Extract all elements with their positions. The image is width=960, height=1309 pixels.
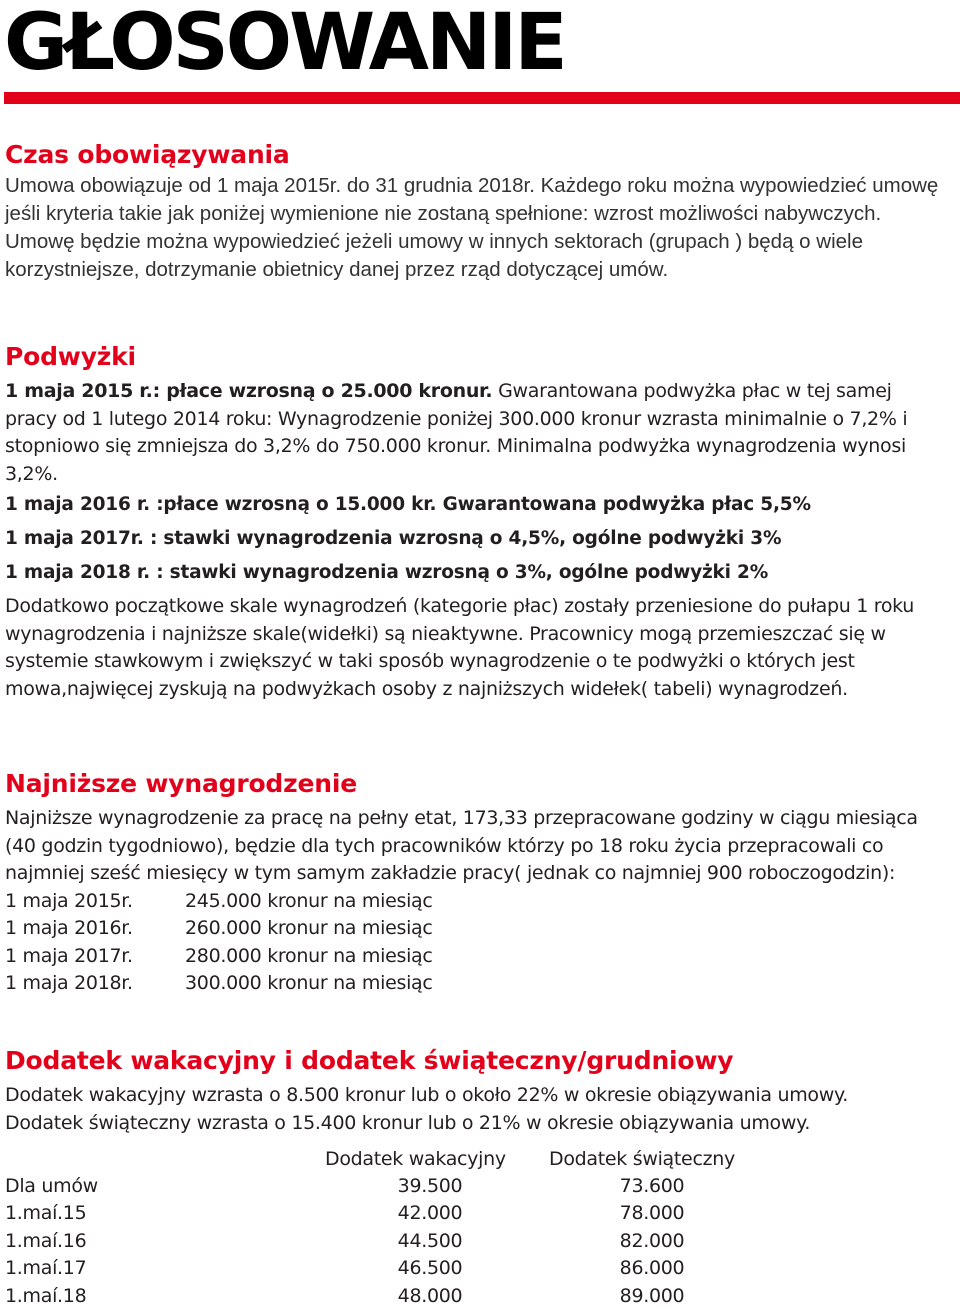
bonus-row-wakacyjny: 42.000 (397, 1202, 463, 1225)
min-wage-row (5, 915, 946, 943)
title-underline (4, 92, 960, 104)
min-wage-row (5, 943, 946, 971)
bonus-row-wakacyjny: 39.500 (397, 1175, 463, 1198)
table-row (5, 1227, 769, 1254)
heading-podwyzki: Podwyżki (5, 342, 136, 371)
page-title: GŁOSOWANIE (4, 0, 565, 88)
min-wage-amount: 280.000 kronur na miesiąc (185, 944, 433, 967)
min-wage-row (5, 888, 946, 916)
bonus-row-label: 1.maí.15 (5, 1202, 87, 1225)
bonus-header-wakacyjny: Dodatek wakacyjny (325, 1147, 506, 1170)
min-wage-date: 1 maja 2015r. (5, 889, 133, 912)
table-row (5, 1282, 769, 1309)
bonus-row-swiateczny: 73.600 (619, 1175, 685, 1198)
section-podwyzki (5, 340, 946, 703)
bonus-table-header (5, 1145, 769, 1172)
podwyzki-2017: 1 maja 2017r. : stawki wynagrodzenia wzrosną o 4,5%, ogólne podwyżki 3% (5, 528, 782, 549)
czas-text: Umowa obowiązuje od 1 maja 2015r. do 31 grudnia 2018r. Każdego roku można wypowiedzieć umowę jeśli kryteria takie jak poniżej wymienione nie zostaną spełnione: wzrost możliwości nabywczych. Umowę będzie można wypowiedzieć jeżeli umowy w innych sektorach (grupach ) będą o wiele korzystniejsze, dotrzymanie obietnicy danej przez rząd dotyczącej umów. (5, 174, 939, 281)
bonus-row-label: 1.maí.17 (5, 1257, 87, 1280)
bonus-row-label: 1.maí.16 (5, 1229, 87, 1252)
bonus-row-swiateczny: 82.000 (619, 1229, 685, 1252)
podwyzki-extra: Dodatkowo początkowe skale wynagrodzeń (kategorie płac) zostały przeniesione do pułapu 1 roku wynagrodzenia i najniższe skale(widełki) są nieaktywne. Pracownicy mogą przemieszczać się w systemie stawkowym i zwiększyć w taki sposób wynagrodzenie o te podwyżki o których jest mowa,najwięcej zyskują na podwyżkach osoby z najniższych widełek( tabeli) wynagrodzeń. (5, 595, 915, 700)
min-wage-date: 1 maja 2018r. (5, 972, 133, 994)
heading-dodatek: Dodatek wakacyjny i dodatek świąteczny/grudniowy (5, 1046, 734, 1075)
heading-najnizsze: Najniższe wynagrodzenie (5, 769, 357, 798)
bonus-row-swiateczny: 89.000 (619, 1284, 685, 1307)
podwyzki-2015 (5, 378, 946, 488)
min-wage-amount: 260.000 kronur na miesiąc (185, 917, 433, 939)
dodatek-line2: Dodatek świąteczny wzrasta o 15.400 kronur lub o 21% w okresie obiązywania umowy. (5, 1111, 811, 1134)
podwyzki-2015-text: Gwarantowana podwyżka płac w tej samej pracy od 1 lutego 2014 roku: Wynagrodzenie poniżej 300.000 kronur wzrasta minimalnie o 7,2% i stopniowo się zmniejsza do 3,2% do 750.000 kronur. Minimalna podwyżka wynagrodzenia wynosi 3,2%. (5, 380, 908, 485)
bonus-row-wakacyjny: 46.500 (397, 1257, 463, 1280)
min-wage-amount: 300.000 kronur na miesiąc (185, 972, 433, 994)
podwyzki-2015-bold: 1 maja 2015 r.: płace wzrosną o 25.000 kronur. (5, 380, 493, 402)
bonus-header-swiateczny: Dodatek świąteczny (549, 1147, 735, 1170)
table-row (5, 1172, 769, 1199)
section-czas (5, 138, 946, 284)
bonus-row-wakacyjny: 48.000 (397, 1284, 463, 1307)
bonus-row-label: 1.maí.18 (5, 1284, 87, 1307)
min-wage-date: 1 maja 2017r. (5, 944, 133, 967)
section-najnizsze (5, 767, 946, 998)
najnizsze-text: Najniższe wynagrodzenie za pracę na pełny etat, 173,33 przepracowane godziny w ciągu miesiąca (40 godzin tygodniowo), będzie dla tych pracowników którzy po 18 roku życia przepracowali co najmniej sześć miesięcy w tym samym zakładzie pracy( jednak co najmniej 900 roboczogodzin): (5, 807, 918, 884)
podwyzki-2016: 1 maja 2016 r. :płace wzrosną o 15.000 kr. Gwarantowana podwyżka płac 5,5% (5, 494, 811, 515)
podwyzki-2018: 1 maja 2018 r. : stawki wynagrodzenia wzrosną o 3%, ogólne podwyżki 2% (5, 562, 769, 583)
bonus-table (5, 1145, 769, 1309)
bonus-header-empty (5, 1145, 325, 1172)
bonus-row-label: Dla umów (5, 1175, 98, 1198)
min-wage-row (5, 970, 946, 998)
table-row (5, 1200, 769, 1227)
dodatek-line1: Dodatek wakacyjny wzrasta o 8.500 kronur lub o około 22% w okresie obiązywania umowy. (5, 1084, 848, 1106)
bonus-row-swiateczny: 78.000 (619, 1202, 685, 1225)
table-row (5, 1255, 769, 1282)
heading-czas: Czas obowiązywania (5, 140, 290, 169)
bonus-row-swiateczny: 86.000 (619, 1257, 685, 1280)
bonus-row-wakacyjny: 44.500 (397, 1229, 463, 1252)
min-wage-date: 1 maja 2016r. (5, 917, 133, 939)
min-wage-amount: 245.000 kronur na miesiąc (185, 889, 433, 912)
section-dodatek (5, 1044, 946, 1309)
